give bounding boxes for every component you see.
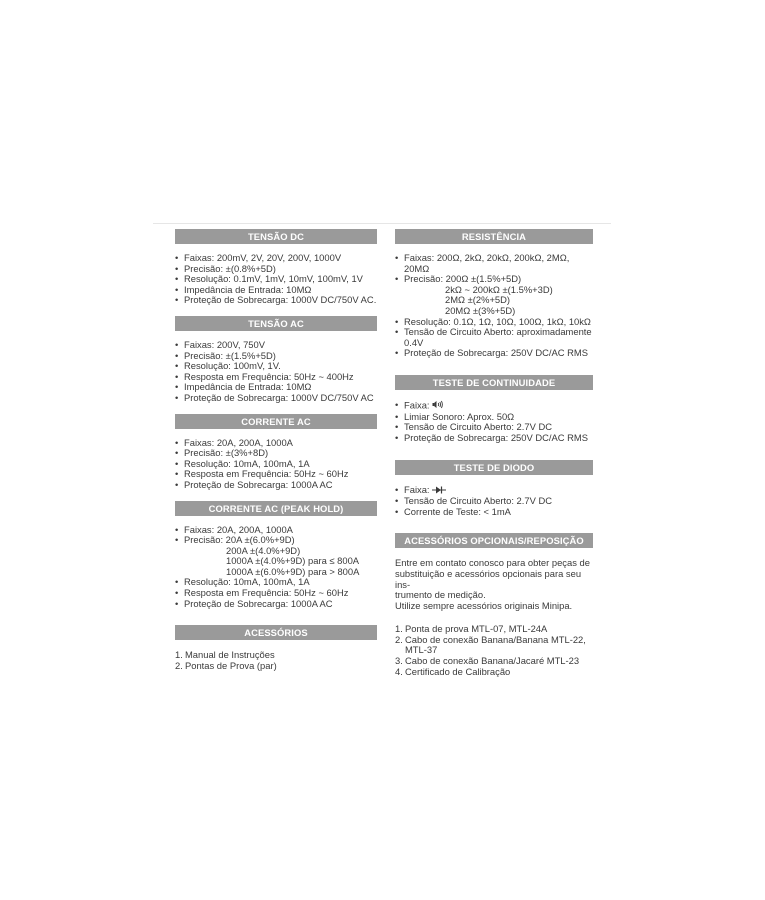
list-item-precisao	[184, 535, 377, 577]
item-text: Pontas de Prova (par)	[185, 659, 277, 671]
opcionais-paragraph	[395, 558, 593, 611]
item-text: Ponta de prova MTL-07, MTL-24A	[405, 623, 548, 635]
list-item: • Resolução: 10mA, 100mA, 1A	[184, 459, 377, 470]
list-item: • Resposta em Frequência: 50Hz ~ 60Hz	[184, 588, 377, 599]
precisao-line: 2MΩ ±(2%+5D)	[445, 294, 511, 306]
list-item: • Resolução: 100mV, 1V.	[184, 361, 377, 372]
section-header-opcionais: ACESSÓRIOS OPCIONAIS/REPOSIÇÃO	[395, 533, 593, 548]
list-item: • Tensão de Circuito Aberto: 2.7V DC	[404, 496, 593, 507]
list-item: • Proteção de Sobrecarga: 250V DC/AC RMS	[404, 433, 593, 444]
precisao-line: 200A ±(4.0%+9D)	[226, 544, 301, 556]
list-item: • Resolução: 0.1Ω, 1Ω, 10Ω, 100Ω, 1kΩ, 10kΩ	[404, 317, 593, 328]
item-text: Cabo de conexão Banana/Jacaré MTL-23	[405, 655, 580, 667]
list-item: • Proteção de Sobrecarga: 1000V DC/750V AC	[184, 393, 377, 404]
opcionais-list	[395, 624, 593, 677]
section-header-corrente-ac: CORRENTE AC	[175, 414, 377, 429]
item-number: 2.	[395, 633, 403, 645]
precisao-line: 1000A ±(6.0%+9D) para > 800A	[226, 565, 360, 577]
list-item: • Resolução: 0.1mV, 1mV, 10mV, 100mV, 1V	[184, 274, 377, 285]
section-header-resistencia: RESISTÊNCIA	[395, 229, 593, 244]
section-header-corrente-ac-peak-hold: CORRENTE AC (PEAK HOLD)	[175, 501, 377, 516]
item-text: Cabo de conexão Banana/Banana MTL-22,	[405, 633, 586, 645]
list-item: • Impedância de Entrada: 10MΩ	[184, 285, 377, 296]
section-header-continuidade: TESTE DE CONTINUIDADE	[395, 375, 593, 390]
precisao-line: 2kΩ ~ 200kΩ ±(1.5%+3D)	[445, 283, 553, 295]
list-item: • Faixas: 20A, 200A, 1000A	[184, 525, 377, 536]
list-item: • Corrente de Teste: < 1mA	[404, 507, 593, 518]
item-number: 1.	[175, 649, 183, 661]
paragraph-line: Utilize sempre acessórios originais Minipa.	[395, 599, 573, 611]
list-item: • Proteção de Sobrecarga: 1000A AC	[184, 480, 377, 491]
item-number: 3.	[395, 655, 403, 667]
list-item: • Faixas: 200mV, 2V, 20V, 200V, 1000V	[184, 253, 377, 264]
section-header-tensao-dc: TENSÃO DC	[175, 229, 377, 244]
item-number: 2.	[175, 659, 183, 671]
tensao-ac-list	[175, 340, 377, 404]
tensao-line: • Tensão de Circuito Aberto: aproximadamente	[404, 326, 592, 338]
list-item	[175, 661, 377, 672]
precisao-line: 1000A ±(4.0%+9D) para ≤ 800A	[226, 555, 360, 567]
list-item	[395, 667, 593, 678]
precisao-line: • Precisão: 20A ±(6.0%+9D)	[184, 534, 295, 546]
corrente-ac-list	[175, 438, 377, 491]
list-item: • Resolução: 10mA, 100mA, 1A	[184, 577, 377, 588]
section-header-acessorios: ACESSÓRIOS	[175, 625, 377, 640]
list-item: • Precisão: ±(3%+8D)	[184, 448, 377, 459]
faixa-label: Faixa:	[404, 484, 430, 496]
list-item-faixa	[404, 400, 593, 412]
list-item: • Proteção de Sobrecarga: 1000V DC/750V AC.	[184, 295, 377, 306]
tensao-dc-list	[175, 253, 377, 306]
list-item-tensao	[404, 327, 593, 348]
diodo-list	[395, 485, 593, 517]
list-item: • Faixas: 200Ω, 2kΩ, 20kΩ, 200kΩ, 2MΩ, 20MΩ	[404, 253, 593, 274]
list-item: • Resposta em Frequência: 50Hz ~ 400Hz	[184, 372, 377, 383]
item-text: Certificado de Calibração	[405, 665, 511, 677]
right-column	[395, 229, 593, 677]
list-item: • Impedância de Entrada: 10MΩ	[184, 382, 377, 393]
paragraph-line: Entre em contato conosco para obter peças de	[395, 557, 590, 569]
precisao-line: 20MΩ ±(3%+5D)	[445, 304, 516, 316]
paragraph-line: substituição e acessórios opcionais para seu ins-	[395, 567, 582, 590]
list-item	[395, 635, 593, 656]
continuidade-list	[395, 400, 593, 443]
item-number: 1.	[395, 623, 403, 635]
buzzer-icon	[432, 400, 444, 412]
faixa-label: Faixa:	[404, 399, 430, 411]
item-number: 4.	[395, 665, 403, 677]
left-column	[175, 229, 377, 671]
precisao-line: • Precisão: 200Ω ±(1.5%+5D)	[404, 273, 522, 285]
list-item: • Precisão: ±(0.8%+5D)	[184, 264, 377, 275]
corrente-ac-peak-list	[175, 525, 377, 610]
top-rule	[153, 223, 611, 224]
acessorios-list	[175, 650, 377, 671]
section-header-tensao-ac: TENSÃO AC	[175, 316, 377, 331]
resistencia-list	[395, 253, 593, 359]
list-item: • Limiar Sonoro: Aprox. 50Ω	[404, 412, 593, 423]
section-header-diodo: TESTE DE DIODO	[395, 460, 593, 475]
tensao-line: 0.4V	[404, 336, 424, 348]
list-item-precisao	[404, 274, 593, 316]
item-text: MTL-37	[405, 644, 438, 656]
list-item: • Proteção de Sobrecarga: 1000A AC	[184, 599, 377, 610]
list-item: • Proteção de Sobrecarga: 250V DC/AC RMS	[404, 348, 593, 359]
item-text: Manual de Instruções	[185, 649, 275, 661]
list-item: • Precisão: ±(1.5%+5D)	[184, 351, 377, 362]
paragraph-line: trumento de medição.	[395, 589, 486, 601]
list-item: • Faixas: 20A, 200A, 1000A	[184, 438, 377, 449]
list-item: • Faixas: 200V, 750V	[184, 340, 377, 351]
list-item: • Tensão de Circuito Aberto: 2.7V DC	[404, 422, 593, 433]
list-item: • Resposta em Frequência: 50Hz ~ 60Hz	[184, 469, 377, 480]
